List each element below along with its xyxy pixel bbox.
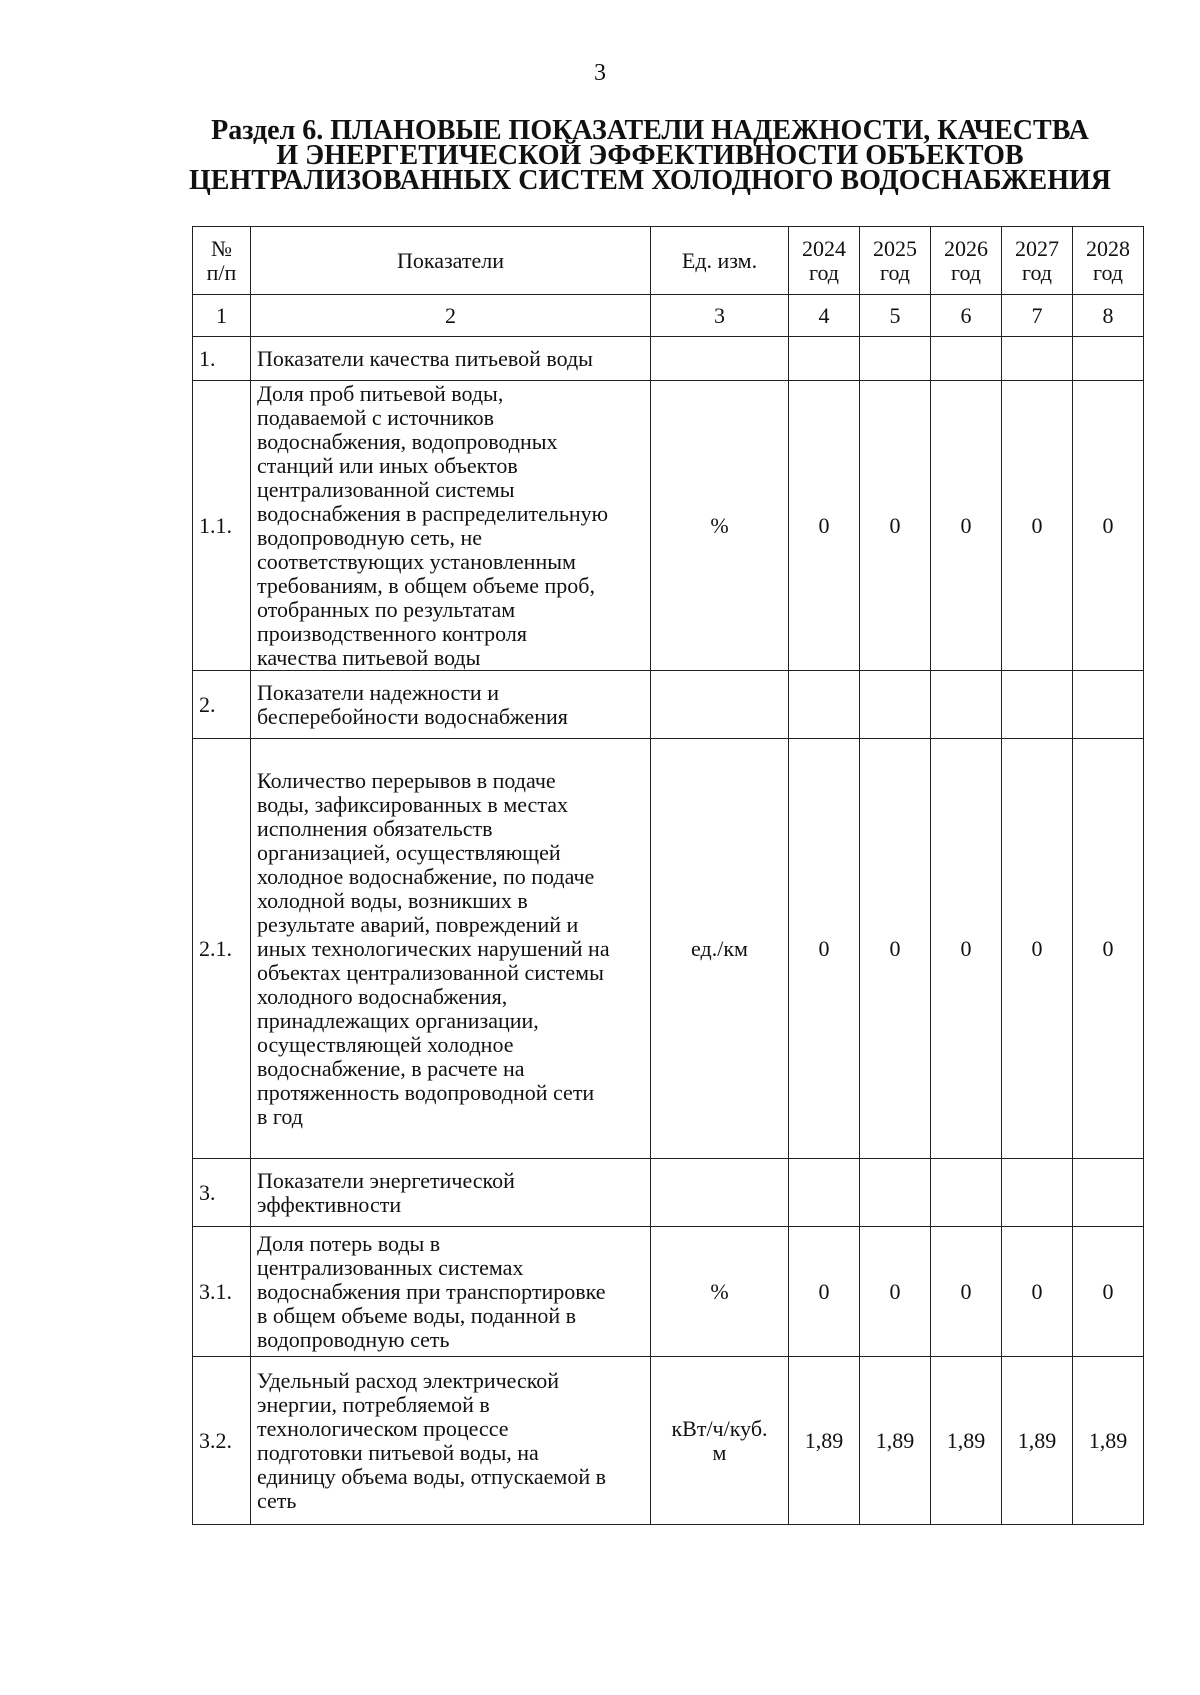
unit-line: м — [712, 1439, 727, 1465]
year-value — [1073, 1159, 1144, 1227]
year-value: 0 — [860, 381, 931, 671]
year-value — [931, 1159, 1002, 1227]
unit-cell — [651, 671, 789, 739]
indicator-name — [251, 1159, 651, 1227]
unit-cell — [651, 1159, 789, 1227]
indicator-line: Доля проб питьевой воды, — [257, 380, 504, 406]
indicator-line: отобранных по результатам — [257, 596, 516, 622]
table-row — [193, 381, 1144, 671]
indicator-line: централизованной системы — [257, 476, 515, 502]
indicator-name — [251, 1357, 651, 1525]
unit-line: кВт/ч/куб. — [671, 1415, 768, 1441]
header-num-line: № — [211, 235, 232, 261]
year-value: 0 — [860, 739, 931, 1159]
indicator-line: организацией, осуществляющей — [257, 839, 561, 865]
unit-cell: % — [651, 1227, 789, 1357]
column-number-row — [193, 295, 1144, 337]
year-value — [860, 1159, 931, 1227]
header-year: 2024 год — [789, 227, 860, 295]
column-number: 3 — [651, 295, 789, 337]
header-year: 2026 год — [931, 227, 1002, 295]
table-row — [193, 337, 1144, 381]
column-number: 4 — [789, 295, 860, 337]
year-value: 0 — [1073, 1227, 1144, 1357]
indicator-line: в общем объеме воды, поданной в — [257, 1302, 577, 1328]
year-value: 1,89 — [1073, 1357, 1144, 1525]
unit-cell: ед./км — [651, 739, 789, 1159]
indicator-line: подготовки питьевой воды, на — [257, 1439, 539, 1465]
page-number: 3 — [594, 60, 606, 86]
year-value — [789, 671, 860, 739]
indicator-line: энергии, потребляемой в — [257, 1391, 490, 1417]
header-indicator: Показатели — [251, 227, 651, 295]
indicator-name — [251, 671, 651, 739]
year-value: 0 — [1073, 739, 1144, 1159]
indicator-line: холодного водоснабжения, — [257, 983, 508, 1009]
year-value: 0 — [1002, 381, 1073, 671]
year-value: 0 — [1073, 381, 1144, 671]
indicator-line: качества питьевой воды — [257, 644, 481, 670]
column-number: 7 — [1002, 295, 1073, 337]
column-number: 5 — [860, 295, 931, 337]
indicator-line: водопроводную сеть, не — [257, 524, 483, 550]
year-value — [1002, 671, 1073, 739]
table-row — [193, 739, 1144, 1159]
year-value: 0 — [860, 1227, 931, 1357]
indicator-line: протяженность водопроводной сети — [257, 1079, 595, 1105]
indicator-name — [251, 381, 651, 671]
table-row — [193, 1227, 1144, 1357]
year-value — [1073, 337, 1144, 381]
header-year: 2027 год — [1002, 227, 1073, 295]
indicator-line: единицу объема воды, отпускаемой в — [257, 1463, 606, 1489]
row-number: 3.1. — [193, 1227, 251, 1357]
indicator-line: Показатели энергетической — [257, 1167, 515, 1193]
indicator-line: Количество перерывов в подаче — [257, 767, 556, 793]
indicator-name — [251, 337, 651, 381]
header-year: 2028 год — [1073, 227, 1144, 295]
header-num — [193, 227, 251, 295]
indicators-table — [192, 226, 1144, 1525]
indicator-line: в год — [257, 1103, 303, 1129]
year-value: 0 — [789, 1227, 860, 1357]
indicator-line: эффективности — [257, 1191, 402, 1217]
year-value: 0 — [931, 739, 1002, 1159]
indicator-line: станций или иных объектов — [257, 452, 518, 478]
indicator-line: водоснабжения в распределительную — [257, 500, 609, 526]
indicator-line: водоснабжения при транспортировке — [257, 1278, 606, 1304]
header-num-line: п/п — [206, 259, 237, 285]
indicator-line: соответствующих установленным — [257, 548, 576, 574]
indicator-line: бесперебойности водоснабжения — [257, 703, 568, 729]
unit-cell — [651, 337, 789, 381]
year-value: 1,89 — [931, 1357, 1002, 1525]
row-number: 1. — [193, 337, 251, 381]
row-number: 2. — [193, 671, 251, 739]
indicator-line: иных технологических нарушений на — [257, 935, 610, 961]
year-value — [1073, 671, 1144, 739]
unit-cell — [651, 1357, 789, 1525]
indicator-line: Показатели надежности и — [257, 679, 499, 705]
indicator-line: централизованных системах — [257, 1254, 524, 1280]
indicator-line: воды, зафиксированных в местах — [257, 791, 568, 817]
indicator-line: принадлежащих организации, — [257, 1007, 539, 1033]
indicator-line: водоснабжения, водопроводных — [257, 428, 558, 454]
indicator-line: Удельный расход электрической — [257, 1367, 560, 1393]
year-value — [931, 337, 1002, 381]
row-number: 3.2. — [193, 1357, 251, 1525]
indicator-line: технологическом процессе — [257, 1415, 509, 1441]
year-value: 1,89 — [789, 1357, 860, 1525]
year-value: 0 — [1002, 739, 1073, 1159]
year-value — [789, 337, 860, 381]
column-number: 6 — [931, 295, 1002, 337]
indicator-line: холодное водоснабжение, по подаче — [257, 863, 595, 889]
header-unit: Ед. изм. — [651, 227, 789, 295]
indicator-line: водоснабжение, в расчете на — [257, 1055, 525, 1081]
row-number: 2.1. — [193, 739, 251, 1159]
indicator-line: холодной воды, возникших в — [257, 887, 528, 913]
indicator-line: подаваемой с источников — [257, 404, 495, 430]
indicator-line: Доля потерь воды в — [257, 1230, 441, 1256]
column-number: 2 — [251, 295, 651, 337]
row-number: 3. — [193, 1159, 251, 1227]
section-title — [180, 115, 1120, 196]
column-number: 8 — [1073, 295, 1144, 337]
indicator-name — [251, 739, 651, 1159]
table-row — [193, 671, 1144, 739]
indicator-line: Показатели качества питьевой воды — [257, 345, 593, 371]
year-value: 0 — [789, 381, 860, 671]
indicator-line: исполнения обязательств — [257, 815, 493, 841]
title-line: ЦЕНТРАЛИЗОВАННЫХ СИСТЕМ ХОЛОДНОГО ВОДОСНАБЖЕНИЯ — [188, 165, 1112, 196]
indicator-line: сеть — [257, 1487, 297, 1513]
row-number: 1.1. — [193, 381, 251, 671]
year-value: 0 — [931, 1227, 1002, 1357]
year-value — [860, 337, 931, 381]
year-value: 1,89 — [860, 1357, 931, 1525]
indicator-line: производственного контроля — [257, 620, 527, 646]
year-value: 0 — [931, 381, 1002, 671]
table-row — [193, 1357, 1144, 1525]
header-year: 2025 год — [860, 227, 931, 295]
unit-cell: % — [651, 381, 789, 671]
title-line: Раздел 6. ПЛАНОВЫЕ ПОКАЗАТЕЛИ НАДЕЖНОСТИ, КАЧЕСТВА — [211, 115, 1089, 146]
year-value — [789, 1159, 860, 1227]
year-value — [1002, 337, 1073, 381]
indicator-line: водопроводную сеть — [257, 1326, 450, 1352]
year-value: 0 — [789, 739, 860, 1159]
year-value — [931, 671, 1002, 739]
column-number: 1 — [193, 295, 251, 337]
table-row — [193, 1159, 1144, 1227]
indicator-line: объектах централизованной системы — [257, 959, 604, 985]
indicator-line: результате аварий, повреждений и — [257, 911, 579, 937]
year-value: 0 — [1002, 1227, 1073, 1357]
year-value — [860, 671, 931, 739]
header-row — [193, 227, 1144, 295]
indicator-line: осуществляющей холодное — [257, 1031, 514, 1057]
indicator-name — [251, 1227, 651, 1357]
title-line: И ЭНЕРГЕТИЧЕСКОЙ ЭФФЕКТИВНОСТИ ОБЪЕКТОВ — [276, 140, 1024, 171]
indicator-line: требованиям, в общем объеме проб, — [257, 572, 595, 598]
year-value — [1002, 1159, 1073, 1227]
year-value: 1,89 — [1002, 1357, 1073, 1525]
table-body — [193, 337, 1144, 1525]
